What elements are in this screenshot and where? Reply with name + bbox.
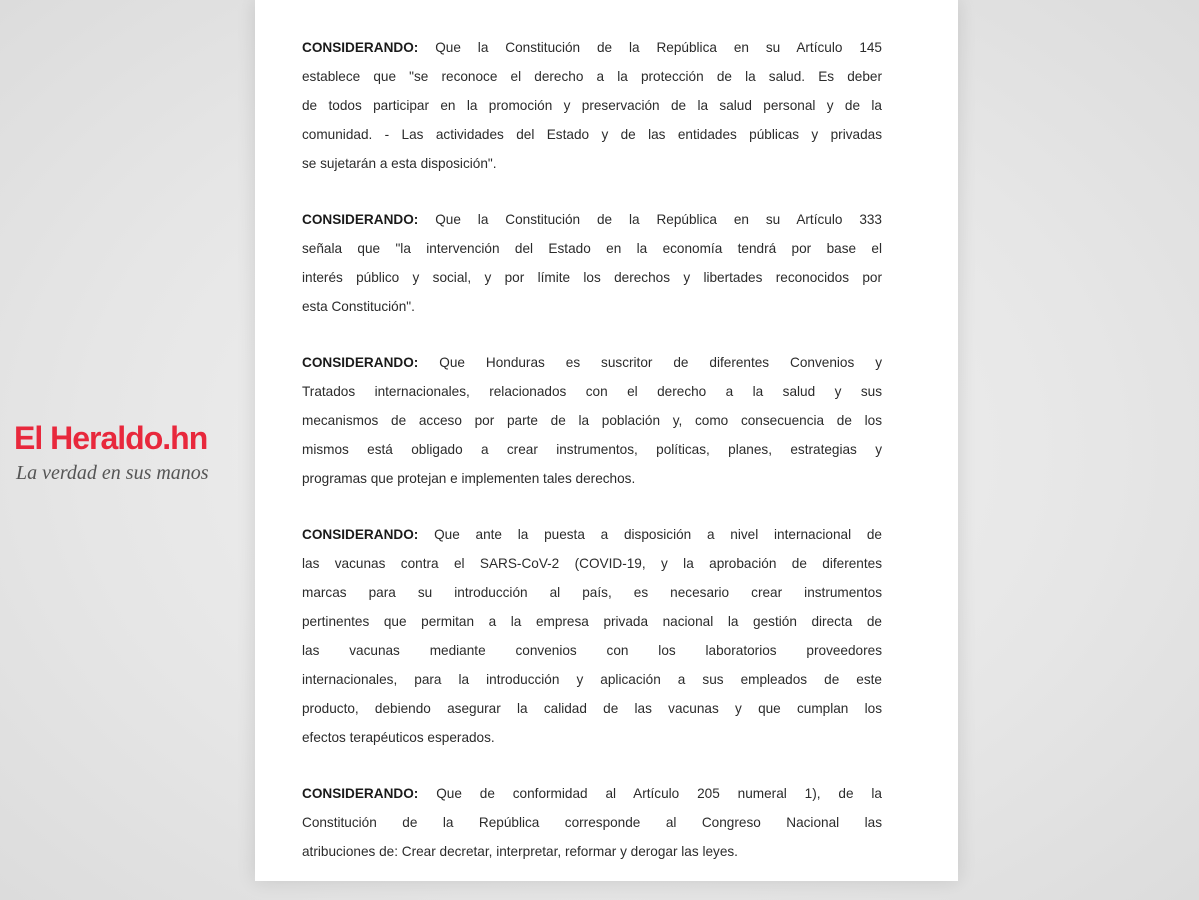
paragraph-line: mismos está obligado a crear instrumentos, políticas, planes, estrategias y (302, 442, 882, 457)
line-text: Que la Constitución de la República en su Artículo 145 (418, 40, 882, 55)
paragraph-line: producto, debiendo asegurar la calidad de las vacunas y que cumplan los (302, 701, 882, 716)
paragraph-line: pertinentes que permitan a la empresa privada nacional la gestión directa de (302, 614, 882, 629)
paragraph-line (302, 779, 882, 808)
paragraph-line (302, 348, 882, 377)
document-body (302, 33, 882, 881)
considerando-paragraph (302, 205, 882, 321)
paragraph-line: establece que "se reconoce el derecho a la protección de la salud. Es deber (302, 69, 882, 84)
paragraph-line: Tratados internacionales, relacionados con el derecho a la salud y sus (302, 384, 882, 399)
paragraph-line: se sujetarán a esta disposición". (302, 156, 497, 171)
paragraph-line (302, 520, 882, 549)
considerando-paragraph (302, 33, 882, 178)
paragraph-line: mecanismos de acceso por parte de la población y, como consecuencia de los (302, 413, 882, 428)
considerando-label: CONSIDERANDO: (302, 786, 419, 801)
paragraph-line: programas que protejan e implementen tales derechos. (302, 471, 636, 486)
watermark-tagline: La verdad en sus manos (16, 462, 209, 484)
paragraph-line: marcas para su introducción al país, es necesario crear instrumentos (302, 585, 882, 600)
paragraph-line: de todos participar en la promoción y preservación de la salud personal y de la (302, 98, 882, 113)
considerando-label: CONSIDERANDO: (302, 355, 419, 370)
line-text: Que de conformidad al Artículo 205 numeral 1), de la (418, 786, 882, 801)
paragraph-line: efectos terapéuticos esperados. (302, 730, 495, 745)
line-text: Que la Constitución de la República en su Artículo 333 (418, 212, 882, 227)
considerando-label: CONSIDERANDO: (302, 40, 419, 55)
considerando-label: CONSIDERANDO: (302, 527, 419, 542)
considerando-paragraph (302, 520, 882, 752)
paragraph-line: Constitución de la República corresponde al Congreso Nacional las (302, 815, 882, 830)
line-text: Que ante la puesta a disposición a nivel internacional de (418, 527, 882, 542)
document-page (255, 0, 958, 881)
paragraph-line: comunidad. - Las actividades del Estado y de las entidades públicas y privadas (302, 127, 882, 142)
watermark-logo: El Heraldo.hn (14, 420, 208, 456)
line-text: Que Honduras es suscritor de diferentes Convenios y (418, 355, 882, 370)
paragraph-line: señala que "la intervención del Estado en la economía tendrá por base el (302, 241, 882, 256)
paragraph-line: las vacunas contra el SARS-CoV-2 (COVID-19, y la aprobación de diferentes (302, 556, 882, 571)
paragraph-line: las vacunas mediante convenios con los laboratorios proveedores (302, 643, 882, 658)
paragraph-line: atribuciones de: Crear decretar, interpretar, reformar y derogar las leyes. (302, 844, 738, 859)
considerando-paragraph (302, 779, 882, 866)
paragraph-line (302, 205, 882, 234)
considerando-label: CONSIDERANDO: (302, 212, 419, 227)
paragraph-line: internacionales, para la introducción y aplicación a sus empleados de este (302, 672, 882, 687)
considerando-paragraph (302, 348, 882, 493)
paragraph-line: esta Constitución". (302, 299, 415, 314)
paragraph-line: interés público y social, y por límite los derechos y libertades reconocidos por (302, 270, 882, 285)
paragraph-line (302, 33, 882, 62)
